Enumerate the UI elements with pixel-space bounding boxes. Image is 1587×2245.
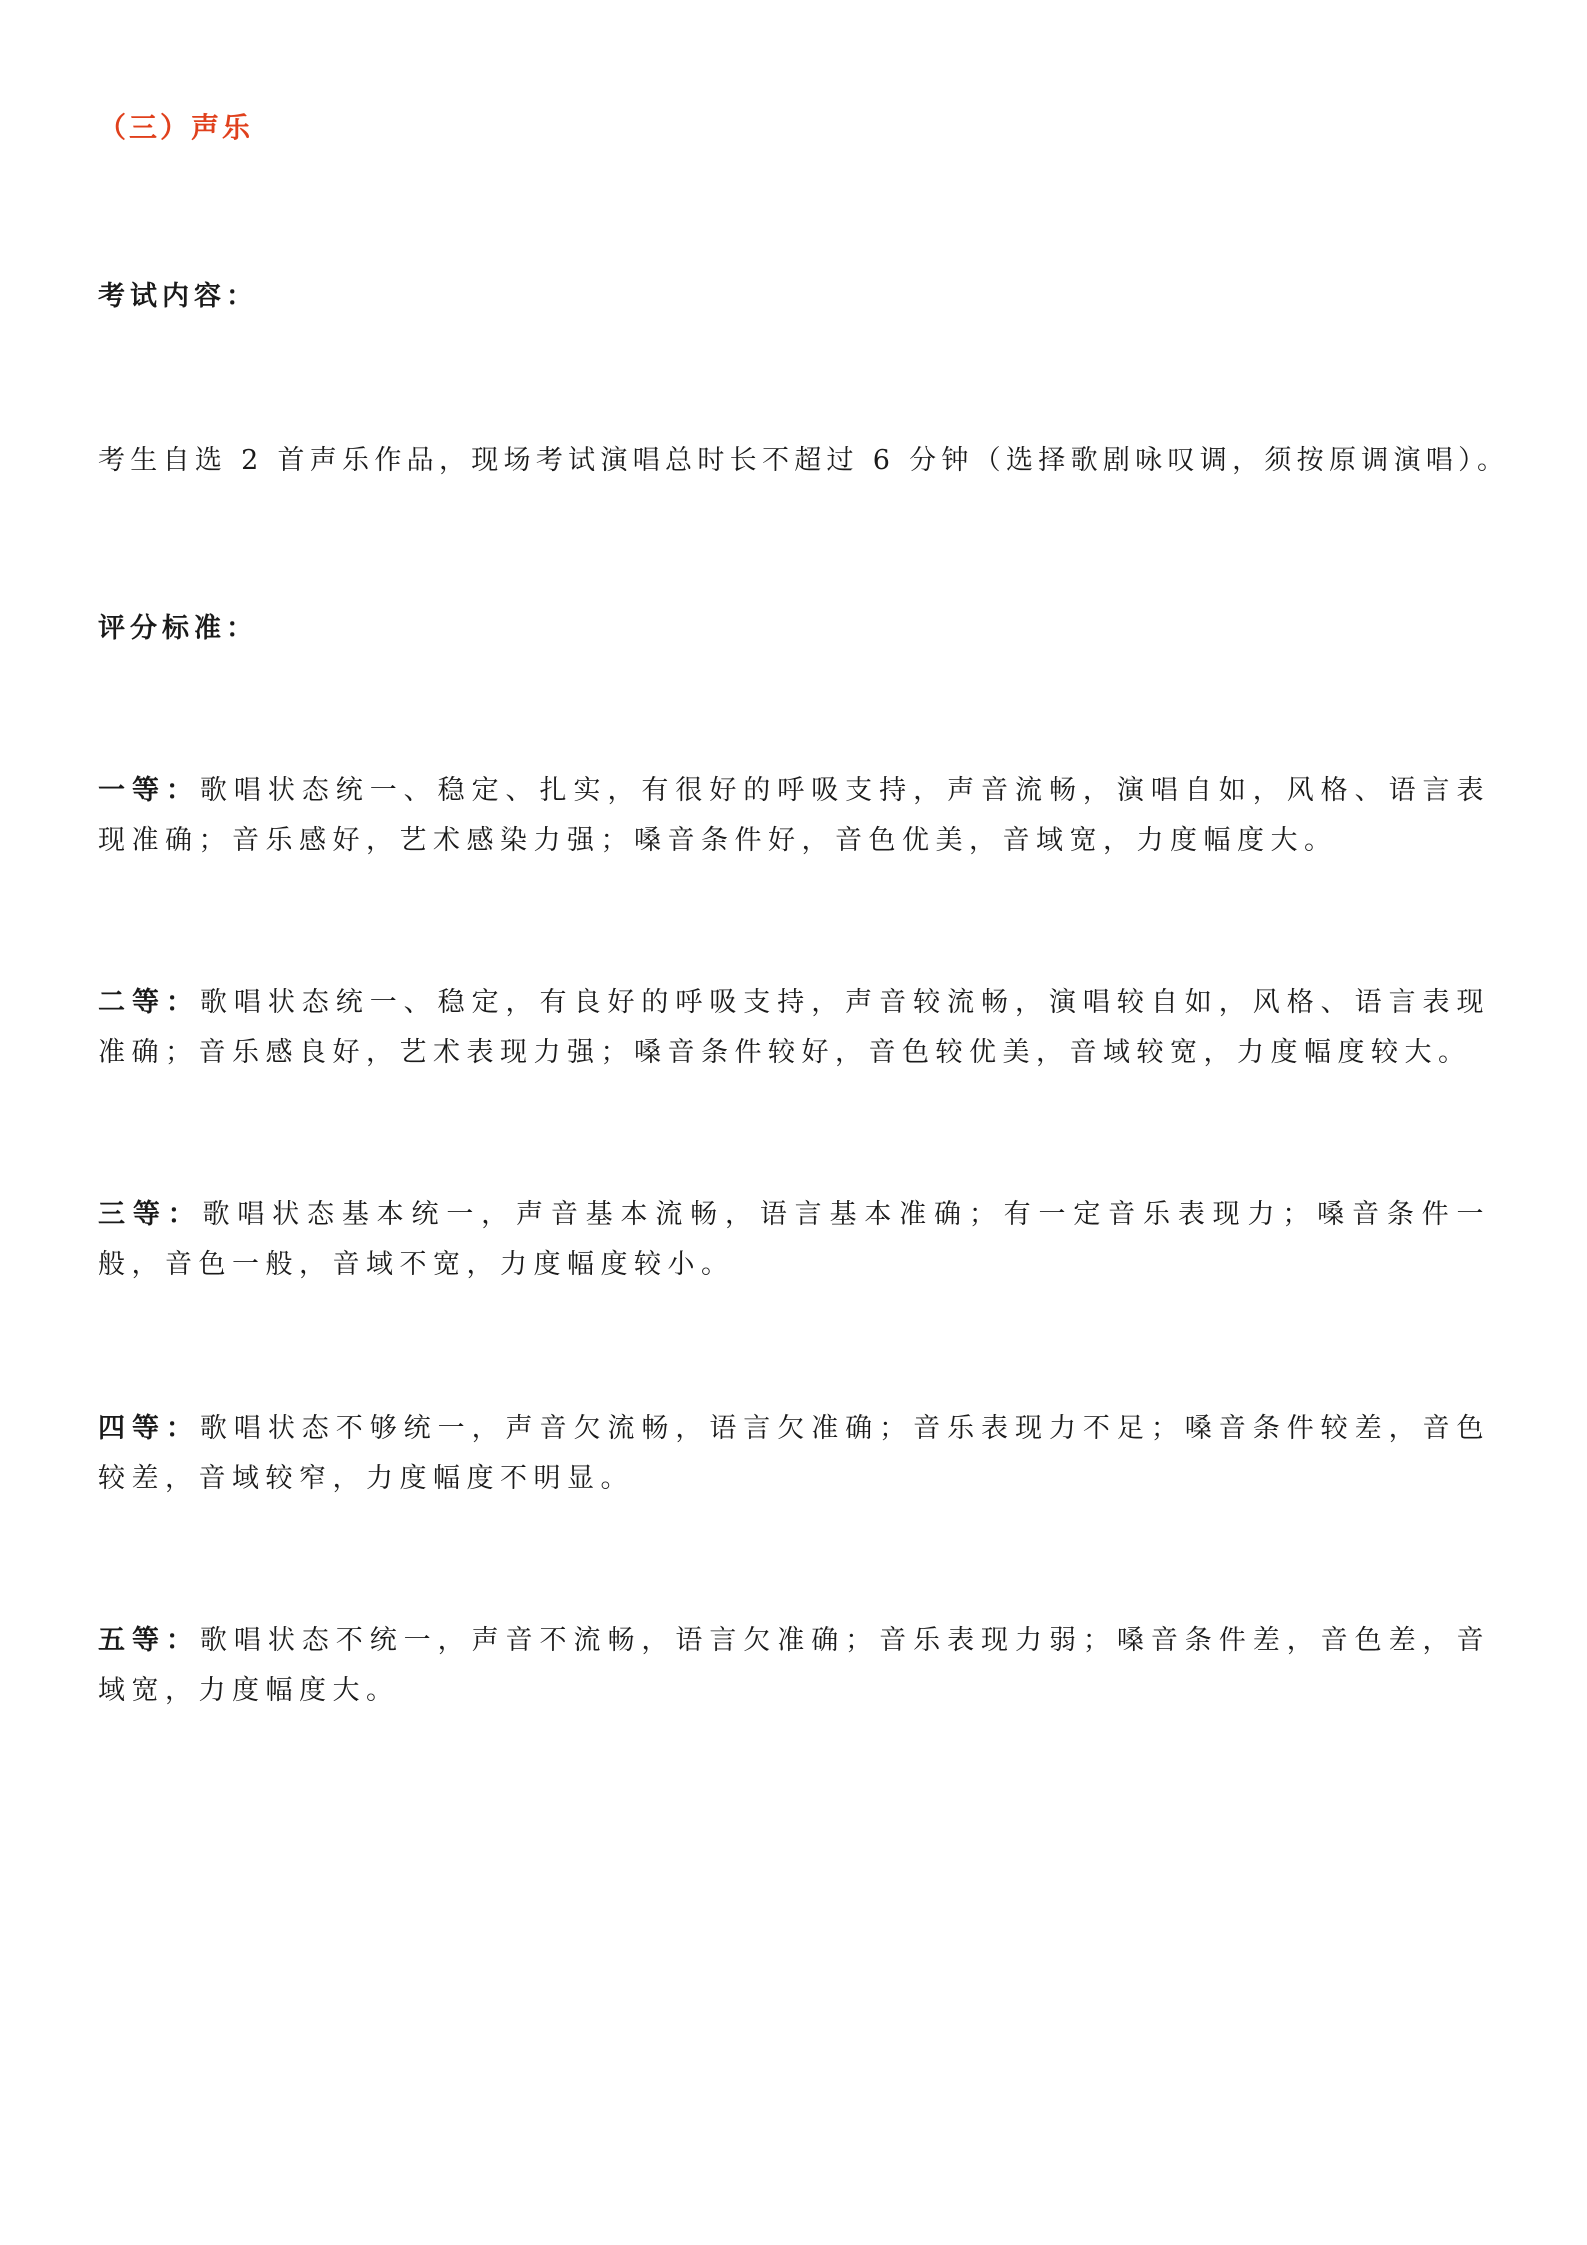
grade-paragraph-1 xyxy=(98,766,1490,866)
grade-label-4: 四等： xyxy=(98,1413,200,1444)
grade-label-2: 二等： xyxy=(98,987,200,1018)
criteria-heading: 评分标准： xyxy=(98,613,258,644)
grade-paragraph-4 xyxy=(98,1404,1490,1504)
grade-paragraph-3 xyxy=(98,1190,1490,1290)
grade-text-1: 歌唱状态统一、稳定、扎实，有很好的呼吸支持，声音流畅，演唱自如，风格、语言表现准确；音乐感好，艺术感染力强；嗓音条件好，音色优美，音域宽，力度幅度大。 xyxy=(98,775,1491,856)
section-title: （三）声乐 xyxy=(98,111,254,144)
grade-paragraph-2 xyxy=(98,978,1490,1078)
grade-text-2: 歌唱状态统一、稳定，有良好的呼吸支持，声音较流畅，演唱较自如，风格、语言表现准确；音乐感良好，艺术表现力强；嗓音条件较好，音色较优美，音域较宽，力度幅度较大。 xyxy=(98,987,1491,1068)
grade-paragraph-5 xyxy=(98,1616,1490,1716)
exam-content-heading: 考试内容： xyxy=(98,281,258,312)
grade-label-5: 五等： xyxy=(98,1625,200,1656)
grade-text-3: 歌唱状态基本统一，声音基本流畅，语言基本准确；有一定音乐表现力；嗓音条件一般，音色一般，音域不宽，力度幅度较小。 xyxy=(98,1199,1490,1280)
grade-text-4: 歌唱状态不够统一，声音欠流畅，语言欠准确；音乐表现力不足；嗓音条件较差，音色较差，音域较窄，力度幅度不明显。 xyxy=(98,1413,1491,1494)
grade-text-5: 歌唱状态不统一，声音不流畅，语言欠准确；音乐表现力弱；嗓音条件差，音色差，音域宽，力度幅度大。 xyxy=(98,1625,1491,1706)
grade-label-3: 三等： xyxy=(98,1199,203,1230)
grade-label-1: 一等： xyxy=(98,775,200,806)
exam-content-text: 考生自选 2 首声乐作品，现场考试演唱总时长不超过 6 分钟（选择歌剧咏叹调，须按原调演唱）。 xyxy=(98,445,1510,476)
